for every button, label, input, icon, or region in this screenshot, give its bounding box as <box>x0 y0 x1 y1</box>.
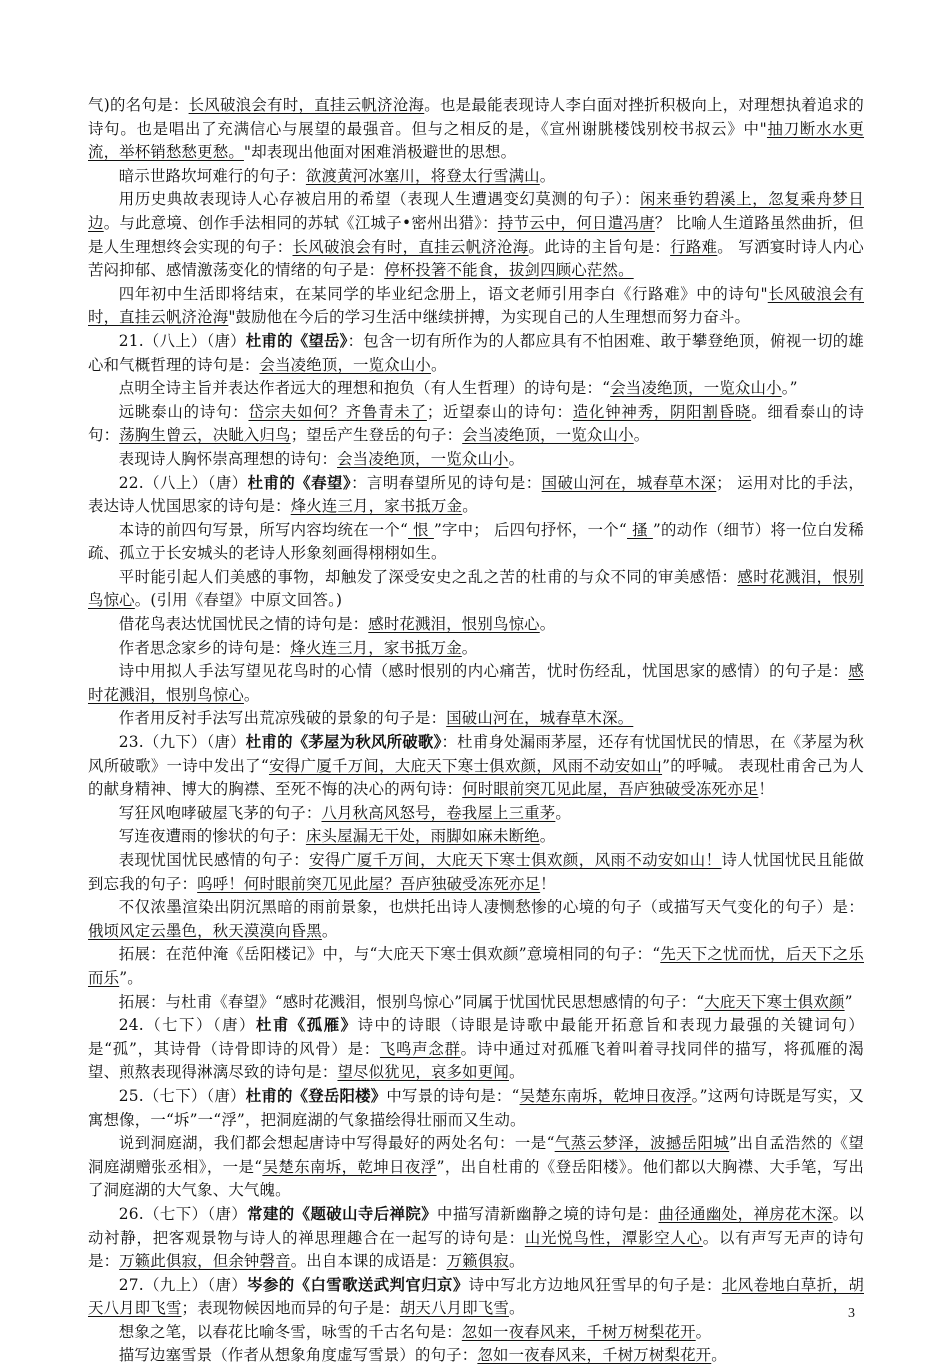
text-segment: 22.（八上）（唐） <box>118 473 248 492</box>
text-segment: ” <box>844 992 853 1011</box>
text-segment: 用历史典故表现诗人心存被启用的希望（表现人生遭遇变幻莫测的句子）： <box>118 190 641 209</box>
text-segment: 25.（七下）（唐） <box>118 1086 246 1105</box>
underlined-answer: 忽如一夜春风来，千树万树梨花开 <box>461 1322 696 1341</box>
underlined-answer: 山光悦鸟性，潭影空人心 <box>524 1228 703 1247</box>
text-segment: 。 <box>539 827 556 846</box>
underlined-answer: 感时花溅泪，恨别鸟惊心 <box>88 662 864 704</box>
text-segment: ； 运用对比的手法，表达诗人忧国思家的诗句是： <box>88 473 864 516</box>
paragraph <box>88 472 864 519</box>
paragraph <box>88 660 864 707</box>
paragraph <box>88 1203 864 1274</box>
text-segment: 。”这两句诗既是写实，又寓想像，一“坼”一“浮”，把洞庭湖的气象描绘得壮丽而又生动。 <box>88 1086 865 1129</box>
underlined-answer: 俄顷风定云墨色，秋天漠漠向昏黑 <box>88 921 322 940</box>
text-segment: 点明全诗主旨并表达作者远大的理想和抱负（有人生哲理）的诗句是：“ <box>118 379 611 398</box>
underlined-answer: 岱宗夫如何？齐鲁青未了 <box>248 402 427 421</box>
paragraph <box>88 943 864 990</box>
poem-title: 杜甫《孤雁》 <box>256 1016 358 1035</box>
text-segment: 。也是最能表现诗人李白面对挫折积极向上，对理想执着追求的诗句。也是唱出了充满信心与展望的最强音。但与之相反的是，《宣州谢 <box>88 96 864 138</box>
paragraph <box>88 707 864 731</box>
text-segment: 。 <box>461 638 478 657</box>
text-segment: 。 <box>539 615 556 634</box>
text-segment: 。 <box>462 497 478 516</box>
paragraph <box>88 849 864 896</box>
underlined-answer: 闲来垂钓碧溪上，忽复乘舟梦日边 <box>88 190 864 232</box>
underlined-answer: 行路难 <box>670 237 718 256</box>
text-segment: 四年初中生活即将结束，在某同学的毕业纪念册上，语文老师引用李白《行路难》中的诗句" <box>118 284 768 303</box>
underlined-answer: 会当凌绝顶，一览众山小 <box>337 449 509 468</box>
underlined-answer: 烽火连三月，家书抵万金 <box>290 638 462 657</box>
paragraph <box>88 188 864 282</box>
text-segment: ：言明春望所见的诗句是： <box>351 473 542 492</box>
text-segment: 。 <box>431 355 447 374</box>
text-segment: ；近望泰山的诗句： <box>426 402 573 421</box>
text-segment: 想象之笔，以春花比喻冬雪，咏雪的千古名句是： <box>118 1322 462 1341</box>
underlined-answer: 烽火连三月，家书抵万金 <box>290 497 463 516</box>
paragraph <box>88 1085 864 1132</box>
text-segment: ”出自孟浩然的《望洞庭湖赠张丞相》，一是“ <box>88 1134 865 1176</box>
poem-title: 岑参的《白雪歌送武判官归京》 <box>247 1275 469 1294</box>
underlined-answer: 国破山河在，城春草木深。 <box>446 709 634 728</box>
paragraph <box>88 377 864 401</box>
text-segment: 。 <box>539 166 556 185</box>
paragraph <box>88 896 864 943</box>
text-segment: 写连夜遭雨的惨状的句子： <box>118 827 306 846</box>
text-segment: 。 <box>321 921 338 940</box>
underlined-answer: 抽刀断水水更流，举杯销愁愁更愁。 <box>88 119 865 162</box>
document-body <box>88 94 864 1368</box>
text-segment: 。出自本课的成语是： <box>290 1252 447 1271</box>
underlined-answer: 荡胸生曾云，决眦入归鸟 <box>119 426 291 445</box>
text-segment: ”的呼喊。 表现杜甫舍己为人的献身精神、博大的胸襟、至死不悔的决心的两句诗： <box>88 756 864 799</box>
text-segment: 气)的名句是： <box>88 96 189 114</box>
underlined-answer: 会当凌绝顶，一览众山小 <box>610 379 782 398</box>
underlined-answer: 恨 <box>408 520 434 539</box>
paragraph <box>88 566 864 613</box>
underlined-answer: 曲径通幽处，禅房花木深 <box>658 1204 833 1223</box>
underlined-answer: 吴楚东南坼，乾坤日夜浮 <box>262 1157 437 1176</box>
underlined-answer: 望尽似犹见，哀多如更闻 <box>337 1063 509 1082</box>
text-segment: 。” <box>781 379 798 398</box>
underlined-answer: 造化钟神秀，阴阳割昏晓 <box>572 402 752 421</box>
text-segment: 平时能引起人们美感的事物，却触发了深受安史之乱之苦的杜甫的与众不同的审美感悟： <box>118 567 738 586</box>
text-segment: "却表现出他面对困难消极避世的思想。 <box>243 143 517 162</box>
text-segment: ”，出自杜甫的《登岳阳楼》。他们都以大胸襟、大手笔，写出了洞庭湖的大气象、大气魄。 <box>88 1157 864 1200</box>
text-segment: 。 <box>508 1252 525 1271</box>
paragraph <box>88 283 864 330</box>
text-segment: 说到洞庭湖，我们都会想起唐诗中写得最好的两处名句：一是“ <box>118 1134 555 1153</box>
paragraph <box>88 448 864 472</box>
paragraph <box>88 1321 864 1345</box>
text-segment: 中写景的诗句是：“ <box>386 1086 520 1105</box>
text-segment: ？ 比喻人生道路虽然曲折，但是人生理想终会实现的句子： <box>88 213 864 256</box>
text-segment: 。 <box>695 1322 712 1341</box>
text-segment: 不仅浓墨渲染出阴沉黑暗的雨前景象，也烘托出诗人凄恻愁惨的心境的句子（或描写天气变化的句子）是： <box>118 898 864 917</box>
poem-title: 杜甫的《望岳》 <box>245 331 348 350</box>
underlined-answer: 感时花溅泪，恨别鸟惊心 <box>368 615 540 634</box>
text-segment: 。 <box>508 1063 525 1082</box>
text-segment: 。 <box>633 426 650 445</box>
underlined-answer: 长风破浪会有时，直挂云帆济沧海 <box>188 96 425 114</box>
paragraph <box>88 731 864 802</box>
text-segment: 。 <box>508 449 525 468</box>
text-segment: 。以有声写无声的诗句是： <box>88 1228 864 1271</box>
text-segment: 作者用反衬手法写出荒凉残破的景象的句子是： <box>118 709 447 728</box>
underlined-answer: 停杯投箸不能食，拔剑四顾心茫然。 <box>384 261 634 280</box>
text-segment: 中描写清新幽静之境的诗句是： <box>437 1204 659 1223</box>
text-segment: 。与此意境、创作手法相同的苏轼《江城子•密州出猎》： <box>103 213 498 232</box>
text-segment: 。 写洒宴时诗人内心苦闷抑郁、感情激荡变化的情绪的句子是： <box>88 237 864 280</box>
text-segment: 。 <box>243 685 260 704</box>
underlined-answer: 床头屋漏无干处，雨脚如麻未断绝 <box>305 827 540 846</box>
text-segment: 朓 <box>597 119 615 138</box>
text-segment: 21.（八上）（唐） <box>118 331 246 350</box>
page-number: 3 <box>848 1306 855 1321</box>
text-segment: 。诗中通过对孤雁飞着叫着寻找同伴的描写，将孤雁的渴望、煎熬表现得淋漓尽致的诗句是： <box>88 1039 864 1082</box>
paragraph <box>88 1014 864 1085</box>
text-segment: 23.（九下）（唐） <box>118 733 246 752</box>
poem-title: 常建的《题破山寺后禅院》 <box>247 1204 438 1223</box>
text-segment: 27.（九上）（唐） <box>118 1275 248 1294</box>
text-segment: 借花鸟表达忧国忧民之情的诗句是： <box>118 615 369 634</box>
underlined-answer: 万籁俱寂 <box>446 1252 509 1271</box>
underlined-answer: 忽如一夜春风来，千树万树梨花开 <box>477 1346 712 1365</box>
text-segment: ：包含一切有所作为的人都应具有不怕困难、敢于攀登绝顶，俯视一切的雄心和气概哲理的诗句是： <box>88 331 865 374</box>
paragraph <box>88 330 864 377</box>
poem-title: 杜甫的《春望》 <box>247 473 352 492</box>
text-segment: "鼓励他在今后的学习生活中继续拼搏，为实现自己的人生理想而努力奋斗。 <box>228 308 751 327</box>
underlined-answer: 万籁此俱寂，但余钟磬音 <box>119 1252 291 1271</box>
text-segment: 远眺泰山的诗句： <box>118 402 249 421</box>
paragraph <box>88 401 864 448</box>
text-segment: 。此诗的主旨句是： <box>528 237 671 256</box>
text-segment: ；表现物候因地而异的句子是： <box>181 1299 400 1318</box>
underlined-answer: 呜呼！何时眼前突兀见此屋？吾庐独破受冻死亦足 <box>197 874 541 893</box>
underlined-answer: 大庇天下寒士俱欢颜 <box>704 992 845 1011</box>
underlined-answer: 持节云中，何日遣冯唐 <box>497 213 655 232</box>
paragraph <box>88 825 864 849</box>
text-segment: 暗示世路坎坷难行的句子： <box>118 166 306 185</box>
text-segment: ：杜甫身处漏雨茅屋，还存有忧国忧民的情思，在《茅屋为秋风所破歌》一诗中发出了“ <box>88 733 864 775</box>
underlined-answer: 安得广厦千万间，大庇天下寒士俱欢颜，风雨不动安如山 <box>268 756 663 775</box>
underlined-answer: 气蒸云梦泽，波撼岳阳城 <box>554 1134 730 1153</box>
underlined-answer: 八月秋高风怒号，卷我屋上三重茅 <box>321 803 556 822</box>
underlined-answer: 会当凌绝顶，一览众山小 <box>259 355 431 374</box>
text-segment: 诗中用拟人手法写望见花鸟时的心情（感时恨别的内心痛苦，忧时伤经乱，忧国思家的感情）的句子是： <box>118 662 849 681</box>
paragraph <box>88 519 864 566</box>
underlined-answer: 何时眼前突兀见此屋，吾庐独破受冻死亦足 <box>462 780 759 799</box>
paragraph <box>88 1344 864 1368</box>
underlined-answer: 飞鸣声念群 <box>379 1039 461 1058</box>
text-segment: 。 <box>711 1346 727 1365</box>
text-segment: 。(引用《春望》中原文回答。) <box>134 591 343 610</box>
text-segment: ！ <box>540 874 556 893</box>
paragraph <box>88 613 864 637</box>
text-segment: 描写边塞雪景（作者从想象角度虚写雪景）的句子： <box>118 1346 478 1365</box>
text-segment: 诗人忧国忧民且能做到忘我的句子： <box>88 851 864 893</box>
paragraph <box>88 637 864 661</box>
text-segment: ；望岳产生登岳的句子： <box>290 426 463 445</box>
poem-title: 杜甫的《茅屋为秋风所破歌》 <box>245 733 442 752</box>
underlined-answer: 国破山河在，城春草木深 <box>541 473 717 492</box>
text-segment: 拓展：与杜甫《春望》“感时花溅泪，恨别鸟惊心”同属于忧国忧民思想感情的句子：“ <box>118 992 705 1011</box>
text-segment: 。 <box>508 1299 525 1318</box>
text-segment: ！ <box>758 780 775 799</box>
paragraph <box>88 1274 864 1321</box>
underlined-answer: 长风破浪会有时，直挂云帆济沧海 <box>88 284 865 327</box>
text-segment: ”字中； 后四句抒怀，一个“ <box>433 520 627 539</box>
text-segment: 本诗的前四句写景，所写内容均统在一个“ <box>118 520 409 539</box>
text-segment: 楼饯别校书叔云》中" <box>614 119 767 138</box>
underlined-answer: 会当凌绝顶，一览众山小 <box>462 426 634 445</box>
text-segment: 。细看泰山的诗句： <box>88 402 864 445</box>
underlined-answer: 长风破浪会有时，直挂云帆济沧海 <box>292 237 529 256</box>
text-segment: 诗中的诗眼（诗眼是诗歌中最能开拓意旨和表现力最强的关键词句）是“孤”，其诗骨（诗骨即诗的风骨）是： <box>88 1016 864 1058</box>
underlined-answer: 感时花溅泪，恨别鸟惊心 <box>88 567 864 610</box>
paragraph <box>88 165 864 189</box>
underlined-answer: 欲渡黄河冰塞川，将登太行雪满山 <box>305 166 540 185</box>
text-segment: 写狂风咆哮破屋飞茅的句子： <box>118 803 322 822</box>
text-segment: ”的动作（细节）将一位白发稀疏、孤立于长安城头的老诗人形象刻画得栩栩如生。 <box>88 520 865 563</box>
underlined-answer: 先天下之忧而忧，后天下之乐而乐 <box>88 945 864 987</box>
text-segment: 作者思念家乡的诗句是： <box>118 638 291 657</box>
text-segment: 诗中写北方边地风狂雪早的句子是： <box>468 1275 722 1294</box>
text-segment: 26.（七下）（唐） <box>118 1204 248 1223</box>
underlined-answer: 吴楚东南坼，乾坤日夜浮 <box>519 1086 692 1105</box>
poem-title: 杜甫的《登岳阳楼》 <box>245 1086 387 1105</box>
paragraph <box>88 1132 864 1203</box>
underlined-answer: 搔 <box>627 520 653 539</box>
paragraph <box>88 991 864 1015</box>
text-segment: ”。 <box>119 968 143 987</box>
text-segment: 拓展：在范仲淹《岳阳楼记》中，与“大庇天下寒士俱欢颜”意境相同的句子：“ <box>118 945 661 964</box>
paragraph <box>88 802 864 826</box>
text-segment: 表现诗人胸怀崇高理想的诗句： <box>118 449 338 468</box>
underlined-answer: 安得广厦千万间，大庇天下寒士俱欢颜，风雨不动安如山！ <box>309 851 722 869</box>
underlined-answer: 北风卷地白草折，胡天八月即飞雪 <box>88 1275 864 1318</box>
underlined-answer: 胡天八月即飞雪 <box>399 1299 509 1318</box>
text-segment: 。 <box>555 803 571 822</box>
paragraph <box>88 94 864 165</box>
text-segment: 表现忧国忧民感情的句子： <box>118 851 310 869</box>
text-segment: 24.（七下）（唐） <box>118 1016 256 1035</box>
text-segment: 。以动衬静，把客观景物与诗人的禅思理趣合在一起写的诗句是： <box>88 1204 864 1247</box>
